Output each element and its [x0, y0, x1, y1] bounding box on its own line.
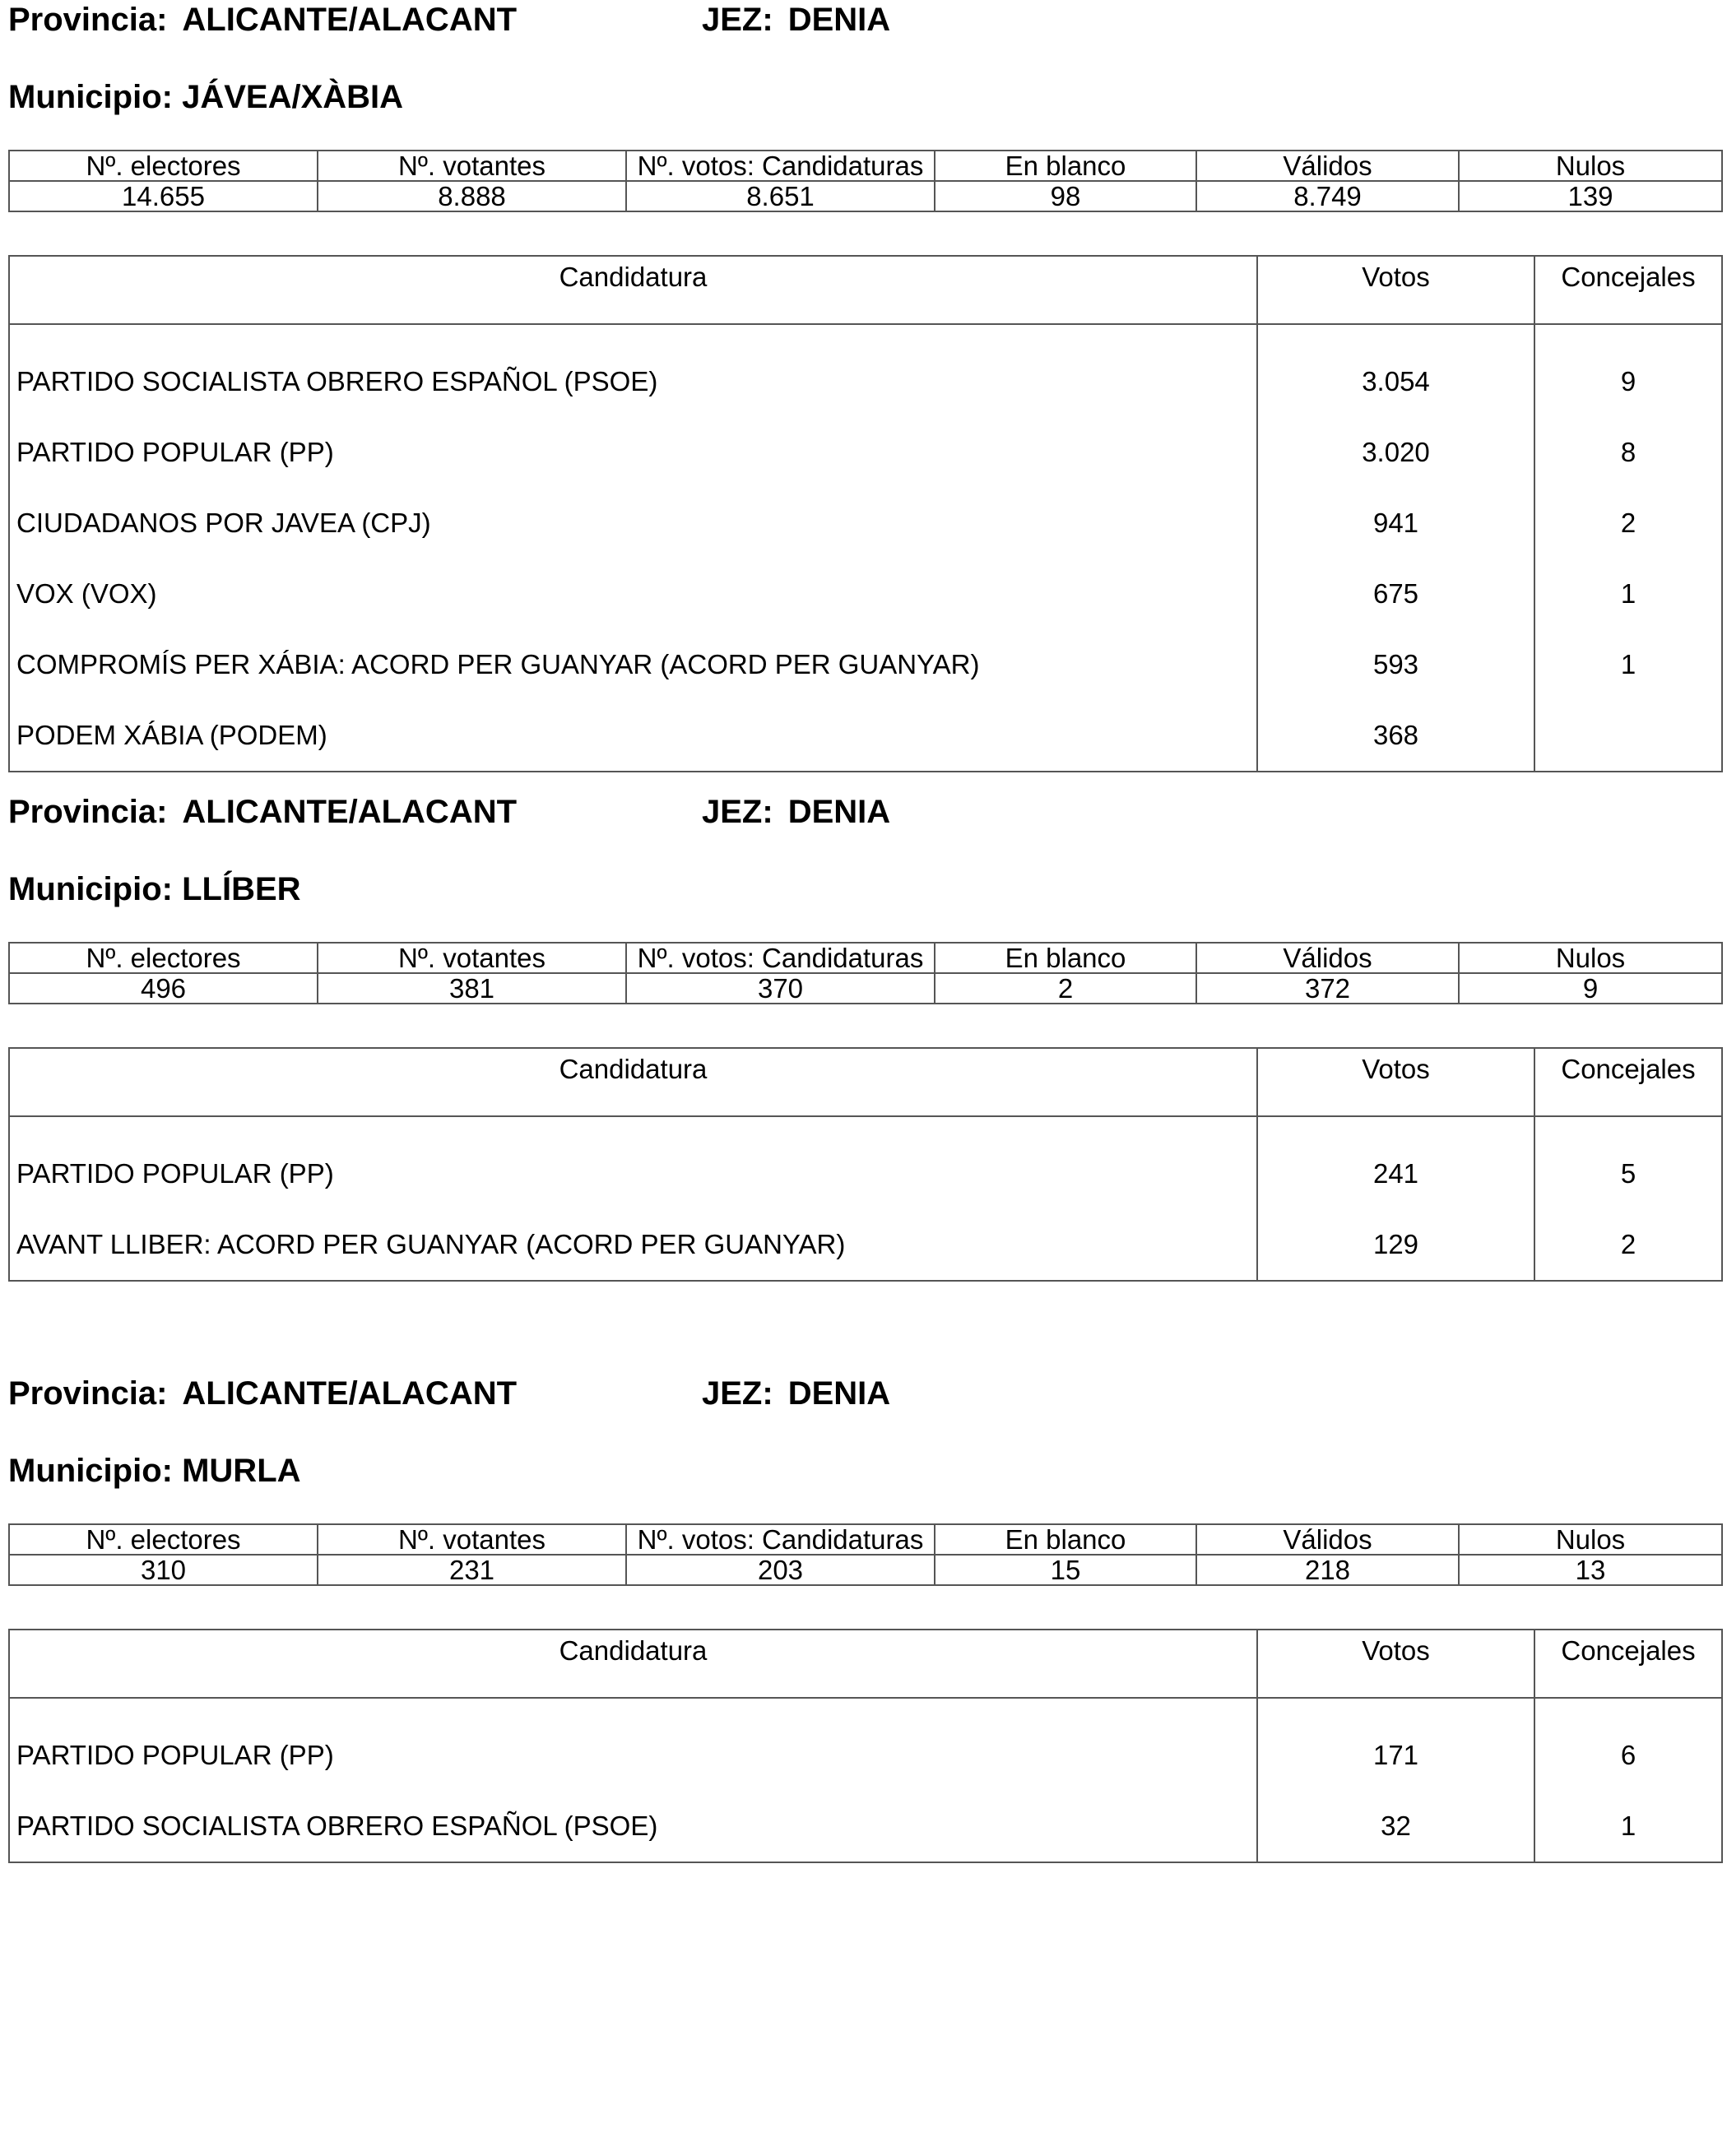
summary-value-cell: 231: [318, 1555, 626, 1585]
jez-value: DENIA: [787, 2, 891, 38]
results-header-row: [9, 1048, 1722, 1116]
summary-value-cell: 8.651: [626, 181, 935, 211]
candidatura-name: PARTIDO POPULAR (PP): [9, 1698, 1257, 1791]
summary-header-cell: Válidos: [1196, 943, 1459, 973]
provincia-value: ALICANTE/ALACANT: [182, 2, 518, 38]
votos-value: 171: [1257, 1698, 1534, 1791]
candidatura-name: AVANT LLIBER: ACORD PER GUANYAR (ACORD PER GUANYAR): [9, 1209, 1257, 1281]
concejales-header: Concejales: [1534, 1630, 1722, 1698]
summary-header-cell: Nº. electores: [9, 1524, 318, 1555]
concejales-header: Concejales: [1534, 1048, 1722, 1116]
summary-header-cell: Nulos: [1459, 1524, 1722, 1555]
summary-value-cell: 381: [318, 973, 626, 1004]
summary-value-cell: 9: [1459, 973, 1722, 1004]
table-row: [9, 324, 1722, 417]
summary-header-cell: Nº. votantes: [318, 151, 626, 181]
summary-header-cell: Nulos: [1459, 943, 1722, 973]
summary-header-cell: En blanco: [935, 1524, 1196, 1555]
municipality-section-javea: [8, 0, 1721, 749]
summary-header-row: [9, 1524, 1722, 1555]
provincia-label: Provincia:: [8, 2, 168, 38]
table-row: [9, 417, 1722, 488]
votos-header: Votos: [1257, 256, 1534, 324]
results-header-row: [9, 256, 1722, 324]
municipality-section-lliber: [8, 792, 1721, 1261]
concejales-value: 5: [1534, 1116, 1722, 1209]
provincia-line: [8, 792, 517, 832]
jez-line: [702, 0, 890, 39]
municipio-value: LLÍBER: [182, 871, 301, 907]
results-table: [8, 255, 1723, 772]
concejales-header: Concejales: [1534, 256, 1722, 324]
summary-value-cell: 8.749: [1196, 181, 1459, 211]
results-table: [8, 1047, 1723, 1282]
summary-value-cell: 13: [1459, 1555, 1722, 1585]
votos-header: Votos: [1257, 1048, 1534, 1116]
concejales-value: 6: [1534, 1698, 1722, 1791]
summary-table: [8, 150, 1723, 212]
jez-line: [702, 792, 890, 832]
candidatura-header: Candidatura: [9, 1048, 1257, 1116]
votos-value: 32: [1257, 1791, 1534, 1862]
summary-value-row: [9, 181, 1722, 211]
summary-value-cell: 14.655: [9, 181, 318, 211]
candidatura-name: PARTIDO POPULAR (PP): [9, 417, 1257, 488]
results-header-row: [9, 1630, 1722, 1698]
candidatura-name: PARTIDO SOCIALISTA OBRERO ESPAÑOL (PSOE): [9, 1791, 1257, 1862]
summary-header-cell: Válidos: [1196, 1524, 1459, 1555]
candidatura-name: PARTIDO POPULAR (PP): [9, 1116, 1257, 1209]
provincia-label: Provincia:: [8, 794, 168, 830]
table-row: [9, 559, 1722, 629]
municipio-line: [8, 1451, 301, 1491]
summary-value-cell: 98: [935, 181, 1196, 211]
provincia-line: [8, 1374, 517, 1413]
summary-value-cell: 203: [626, 1555, 935, 1585]
municipio-line: [8, 77, 403, 117]
summary-value-cell: 496: [9, 973, 318, 1004]
municipality-section-murla: [8, 1374, 1721, 1843]
concejales-value: 8: [1534, 417, 1722, 488]
provincia-label: Provincia:: [8, 1375, 168, 1412]
municipio-value: JÁVEA/XÀBIA: [182, 79, 404, 115]
concejales-value: 1: [1534, 559, 1722, 629]
summary-header-row: [9, 943, 1722, 973]
table-row: [9, 1698, 1722, 1791]
summary-header-cell: Válidos: [1196, 151, 1459, 181]
votos-header: Votos: [1257, 1630, 1534, 1698]
candidatura-header: Candidatura: [9, 1630, 1257, 1698]
summary-value-row: [9, 973, 1722, 1004]
summary-header-cell: En blanco: [935, 151, 1196, 181]
provincia-value: ALICANTE/ALACANT: [182, 794, 518, 830]
jez-line: [702, 1374, 890, 1413]
municipio-label: Municipio:: [8, 871, 173, 907]
summary-header-cell: Nº. votos: Candidaturas: [626, 151, 935, 181]
summary-header-row: [9, 151, 1722, 181]
table-row: [9, 488, 1722, 559]
votos-value: 593: [1257, 629, 1534, 700]
table-row: [9, 1209, 1722, 1281]
municipio-label: Municipio:: [8, 1453, 173, 1489]
votos-value: 3.054: [1257, 324, 1534, 417]
concejales-value: 9: [1534, 324, 1722, 417]
concejales-value: [1534, 700, 1722, 772]
concejales-value: 1: [1534, 629, 1722, 700]
summary-header-cell: Nº. votantes: [318, 943, 626, 973]
summary-value-cell: 139: [1459, 181, 1722, 211]
concejales-value: 2: [1534, 488, 1722, 559]
jez-label: JEZ:: [702, 2, 773, 38]
table-row: [9, 629, 1722, 700]
candidatura-header: Candidatura: [9, 256, 1257, 324]
candidatura-name: PARTIDO SOCIALISTA OBRERO ESPAÑOL (PSOE): [9, 324, 1257, 417]
concejales-value: 2: [1534, 1209, 1722, 1281]
concejales-value: 1: [1534, 1791, 1722, 1862]
jez-label: JEZ:: [702, 1375, 773, 1412]
jez-value: DENIA: [787, 794, 891, 830]
summary-value-cell: 370: [626, 973, 935, 1004]
votos-value: 129: [1257, 1209, 1534, 1281]
jez-value: DENIA: [787, 1375, 891, 1412]
summary-header-cell: Nulos: [1459, 151, 1722, 181]
candidatura-name: VOX (VOX): [9, 559, 1257, 629]
table-row: [9, 1791, 1722, 1862]
table-row: [9, 1116, 1722, 1209]
municipio-line: [8, 869, 301, 909]
candidatura-name: PODEM XÁBIA (PODEM): [9, 700, 1257, 772]
summary-header-cell: Nº. electores: [9, 151, 318, 181]
summary-table: [8, 942, 1723, 1004]
votos-value: 3.020: [1257, 417, 1534, 488]
summary-header-cell: Nº. votos: Candidaturas: [626, 943, 935, 973]
summary-header-cell: Nº. votantes: [318, 1524, 626, 1555]
candidatura-name: COMPROMÍS PER XÁBIA: ACORD PER GUANYAR (ACORD PER GUANYAR): [9, 629, 1257, 700]
summary-header-cell: En blanco: [935, 943, 1196, 973]
municipio-value: MURLA: [182, 1453, 301, 1489]
summary-value-row: [9, 1555, 1722, 1585]
summary-value-cell: 8.888: [318, 181, 626, 211]
summary-value-cell: 372: [1196, 973, 1459, 1004]
table-row: [9, 700, 1722, 772]
summary-header-cell: Nº. votos: Candidaturas: [626, 1524, 935, 1555]
provincia-value: ALICANTE/ALACANT: [182, 1375, 518, 1412]
results-table: [8, 1629, 1723, 1863]
votos-value: 368: [1257, 700, 1534, 772]
votos-value: 675: [1257, 559, 1534, 629]
jez-label: JEZ:: [702, 794, 773, 830]
provincia-line: [8, 0, 517, 39]
summary-table: [8, 1523, 1723, 1586]
summary-value-cell: 218: [1196, 1555, 1459, 1585]
summary-value-cell: 2: [935, 973, 1196, 1004]
municipio-label: Municipio:: [8, 79, 173, 115]
summary-header-cell: Nº. electores: [9, 943, 318, 973]
votos-value: 241: [1257, 1116, 1534, 1209]
summary-value-cell: 310: [9, 1555, 318, 1585]
candidatura-name: CIUDADANOS POR JAVEA (CPJ): [9, 488, 1257, 559]
summary-value-cell: 15: [935, 1555, 1196, 1585]
votos-value: 941: [1257, 488, 1534, 559]
